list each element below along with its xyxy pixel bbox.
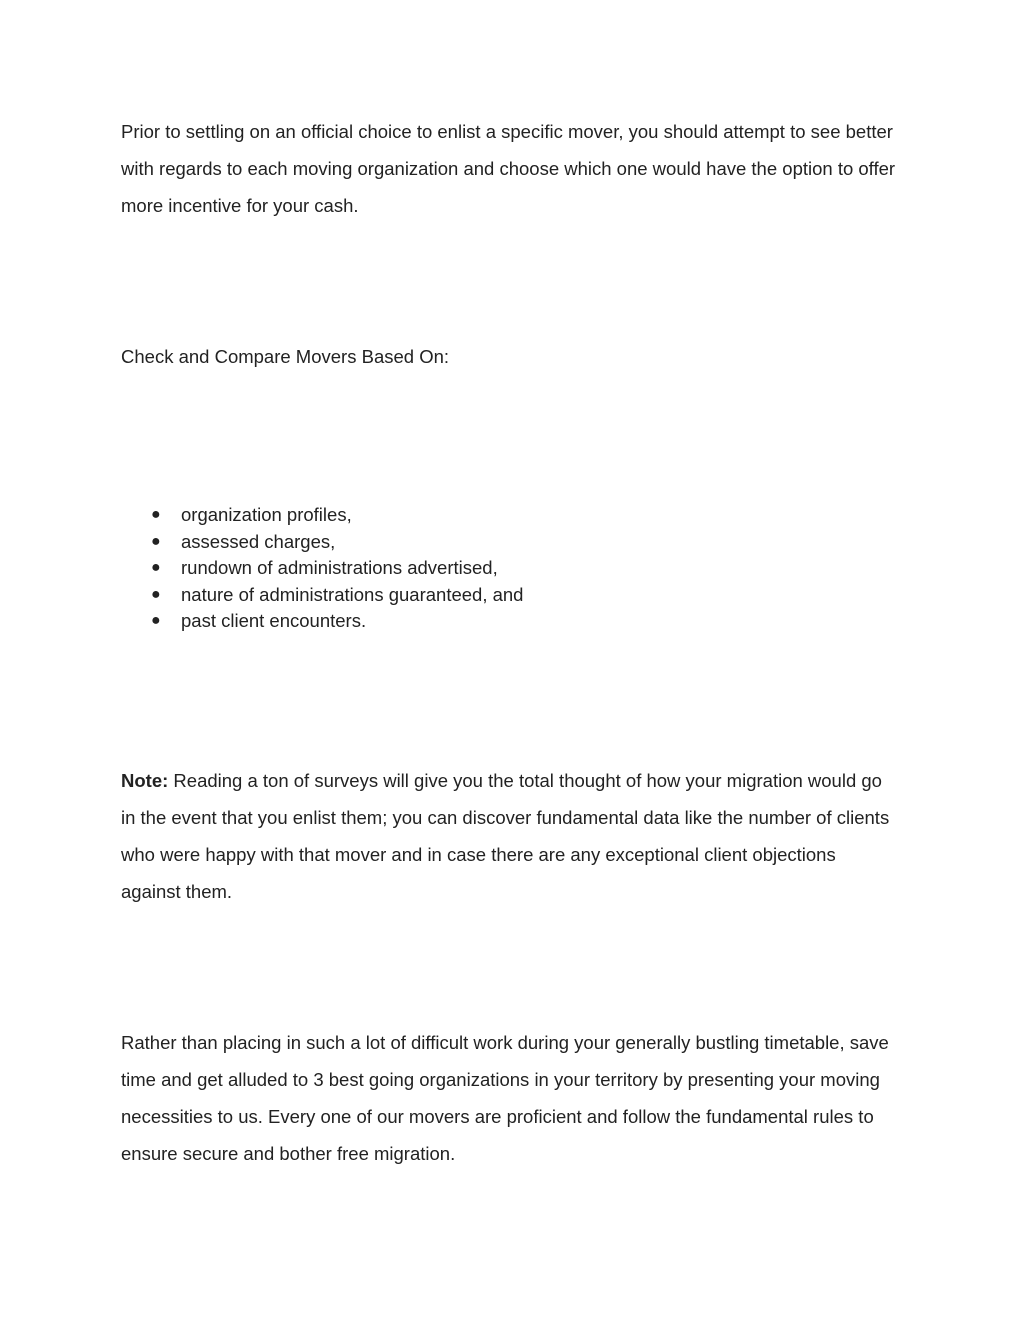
list-item <box>121 502 821 529</box>
list-item-text: past client encounters. <box>181 610 367 631</box>
note-text: Reading a ton of surveys will give you the total thought of how your migration would go in the event that you enlist them; you can discover fundamental data like the number of clients who were happy with that mover and in case there are any exceptional client objections against them. <box>121 770 890 902</box>
note-paragraph <box>121 762 896 910</box>
bullet-icon: ● <box>151 559 161 576</box>
bullet-icon: ● <box>151 612 161 629</box>
compare-criteria-list <box>121 502 821 635</box>
bullet-icon: ● <box>151 585 161 603</box>
note-label: Note: <box>121 770 169 791</box>
list-item <box>121 529 821 556</box>
list-item-text: assessed charges, <box>181 530 336 552</box>
list-item-text: organization profiles, <box>181 504 352 525</box>
list-item <box>121 608 821 635</box>
list-item <box>121 582 821 609</box>
list-item-text: rundown of administrations advertised, <box>181 557 498 578</box>
list-item-text: nature of administrations guaranteed, and <box>181 583 524 605</box>
bullet-icon: ● <box>151 532 161 550</box>
compare-heading: Check and Compare Movers Based On: <box>121 346 450 367</box>
closing-paragraph: Rather than placing in such a lot of difficult work during your generally bustling timetable, save time and get alluded to 3 best going organizations in your territory by presenting your moving necessities to us. Every one of our movers are proficient and follow the fundamental rules to ensure secure and bother free migration. <box>121 1032 889 1164</box>
list-item <box>121 555 821 582</box>
intro-paragraph: Prior to settling on an official choice to enlist a specific mover, you should attempt to see better with regards to each moving organization and choose which one would have the option to offer more incentive for your cash. <box>121 121 896 216</box>
bullet-icon: ● <box>151 506 161 523</box>
